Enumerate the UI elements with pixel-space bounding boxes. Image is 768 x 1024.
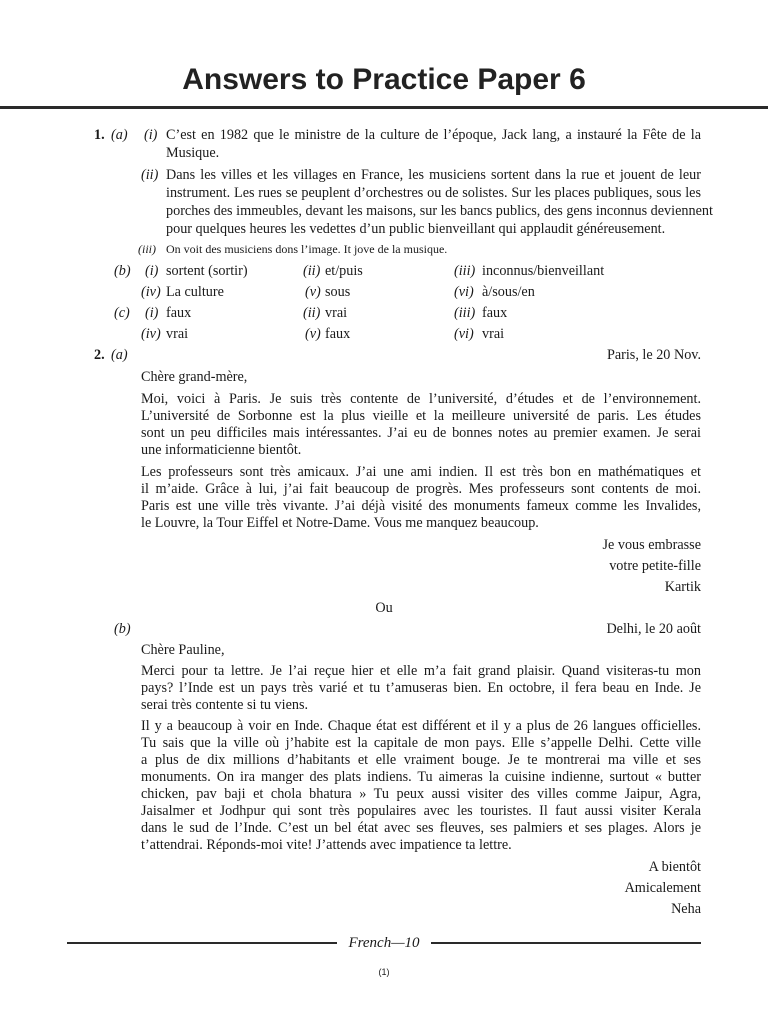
q1-c-item-text: vrai: [325, 305, 348, 321]
letter-line: Il y a beaucoup à voir en Inde. Chaque état est différent et il y a plus de 26 langues officielles.: [141, 718, 701, 734]
letter-signature: Neha: [671, 901, 701, 917]
q1-b-item-number: (i): [145, 263, 159, 279]
q1-b-item-number: (iii): [454, 263, 476, 279]
letter-line: Jaisalmer et Jodhpur qui sont très populaires avec les touristes. Il faut aussi visiter Kerala: [141, 803, 701, 819]
q1-b-label: (b): [114, 263, 131, 279]
letter-line: t’attendrai. Réponds-moi vite! J’attends avec impatience ta lettre.: [141, 837, 512, 853]
q2-a-label: (a): [111, 347, 128, 363]
letter-line: a plus de dix millions d’habitants et elle vraiment bouge. Je te montrerai ma ville et ses: [141, 752, 701, 768]
q1-b-item-text: sous: [325, 284, 351, 300]
letter-line: serai très contente si tu viens.: [141, 697, 309, 713]
q1-b-item-text: inconnus/bienveillant: [482, 263, 605, 279]
q1-a-ii-line: pour quelques heures les vedettes d’un public bienveillant qui applaudit généreusement.: [166, 221, 666, 237]
question-1-number: 1.: [94, 127, 105, 143]
q1-a-label: (a): [111, 127, 128, 143]
letter-closing: A bientôt: [648, 859, 701, 875]
footer-subject: French—10: [348, 935, 420, 951]
letter-date: Delhi, le 20 août: [606, 621, 701, 637]
q2-b-label: (b): [114, 621, 131, 637]
letter-closing: Amicalement: [624, 880, 701, 896]
or-separator: Ou: [375, 600, 393, 616]
letter-line: chicken, pav baji et chola bhatura » Tu peux aussi visiter des villes comme Jaipur, Agra,: [141, 786, 701, 802]
question-2-number: 2.: [94, 347, 105, 363]
q1-b-item-text: à/sous/en: [482, 284, 535, 300]
page-number: (1): [378, 967, 390, 977]
q1-c-item-number: (v): [305, 326, 321, 342]
letter-line: Paris est une ville très vivante. J’ai déjà visité des monuments fameux comme les Invalides,: [141, 498, 701, 514]
q1-b-item-number: (iv): [141, 284, 161, 300]
q1-b-item-text: sortent (sortir): [166, 263, 248, 279]
letter-line: le Louvre, la Tour Eiffel et Notre-Dame. Vous me manquez beaucoup.: [141, 515, 539, 531]
letter-line: dans le sud de l’Inde. C’est un bel état avec ses fleuves, ses palmiers et ses plages. Alors je: [141, 820, 701, 836]
q1-c-item-number: (iii): [454, 305, 476, 321]
q1-a-ii-line: porches des immeubles, devant les maisons, sur les bancs publics, des gens inconnus deviennent: [166, 203, 713, 219]
q1-a-iii-number: (iii): [138, 242, 156, 256]
letter-line: il m’aide. Grâce à lui, j’ai fait beaucoup de progrès. Mes professeurs sont contents de moi.: [141, 481, 701, 497]
q1-a-ii-line: instrument. Les rues se peuplent d’orchestres ou de solistes. Sur les places publiques, sous les: [166, 185, 701, 201]
q1-a-i-line: Musique.: [166, 145, 220, 161]
q1-a-iii-text: On voit des musiciens dons l’image. It jove de la musique.: [166, 242, 448, 256]
q1-c-label: (c): [114, 305, 130, 321]
q1-a-ii-number: (ii): [141, 167, 159, 183]
letter-closing: votre petite-fille: [609, 558, 701, 574]
q1-c-item-text: faux: [482, 305, 508, 321]
q1-c-item-number: (iv): [141, 326, 161, 342]
footer-rule-right: [431, 942, 701, 944]
title-divider: [0, 106, 768, 109]
q1-c-item-text: vrai: [166, 326, 189, 342]
letter-line: pays? l’Inde est un pays très varié et tu t’amuseras bien. En octobre, il fera beau en Inde. Je: [141, 680, 701, 696]
letter-closing: Je vous embrasse: [602, 537, 701, 553]
q1-c-item-number: (ii): [303, 305, 321, 321]
letter-line: sont un peu difficiles mais intéressantes. J’ai eu de bonnes notes au premier examen. Je serai: [141, 425, 701, 441]
q1-a-i-line: C’est en 1982 que le ministre de la culture de l’époque, Jack lang, a instauré la Fête de la: [166, 127, 701, 143]
q1-b-item-number: (v): [305, 284, 321, 300]
letter-salutation: Chère grand-mère,: [141, 369, 248, 385]
letter-signature: Kartik: [664, 579, 701, 595]
letter-date: Paris, le 20 Nov.: [606, 347, 701, 363]
letter-line: Tu sais que la ville où j’habite est la capitale de mon pays. Elle s’appelle Delhi. Cette ville: [141, 735, 701, 751]
q1-b-item-text: et/puis: [325, 263, 363, 279]
letter-line: Les professeurs sont très amicaux. J’ai une ami indien. Il est très bon en mathématiques et: [141, 464, 701, 480]
letter-line: une informaticienne bientôt.: [141, 442, 302, 458]
q1-a-ii-line: Dans les villes et les villages en France, les musiciens sortent dans la rue et jouent de leur: [166, 167, 701, 183]
q1-c-item-text: vrai: [482, 326, 505, 342]
letter-line: L’université de Sorbonne est la plus vieille et la meilleure université de paris. Les études: [141, 408, 701, 424]
q1-c-item-number: (i): [145, 305, 159, 321]
q1-a-i-number: (i): [144, 127, 158, 143]
letter-line: Merci pour ta lettre. Je l’ai reçue hier et elle m’a fait grand plaisir. Quand visiteras-tu mon: [141, 663, 701, 679]
footer-rule-left: [67, 942, 337, 944]
q1-c-item-text: faux: [325, 326, 351, 342]
q1-b-item-text: La culture: [166, 284, 224, 300]
letter-line: Moi, voici à Paris. Je suis très contente de l’université, d’études et de l’environnement.: [141, 391, 701, 407]
letter-salutation: Chère Pauline,: [141, 642, 225, 658]
q1-b-item-number: (ii): [303, 263, 321, 279]
q1-c-item-text: faux: [166, 305, 192, 321]
page-title: Answers to Practice Paper 6: [182, 63, 586, 96]
q1-c-item-number: (vi): [454, 326, 474, 342]
letter-line: monuments. On ira manger des plats indiens. Tu aimeras la cuisine indienne, surtout « butter: [141, 769, 701, 785]
q1-b-item-number: (vi): [454, 284, 474, 300]
